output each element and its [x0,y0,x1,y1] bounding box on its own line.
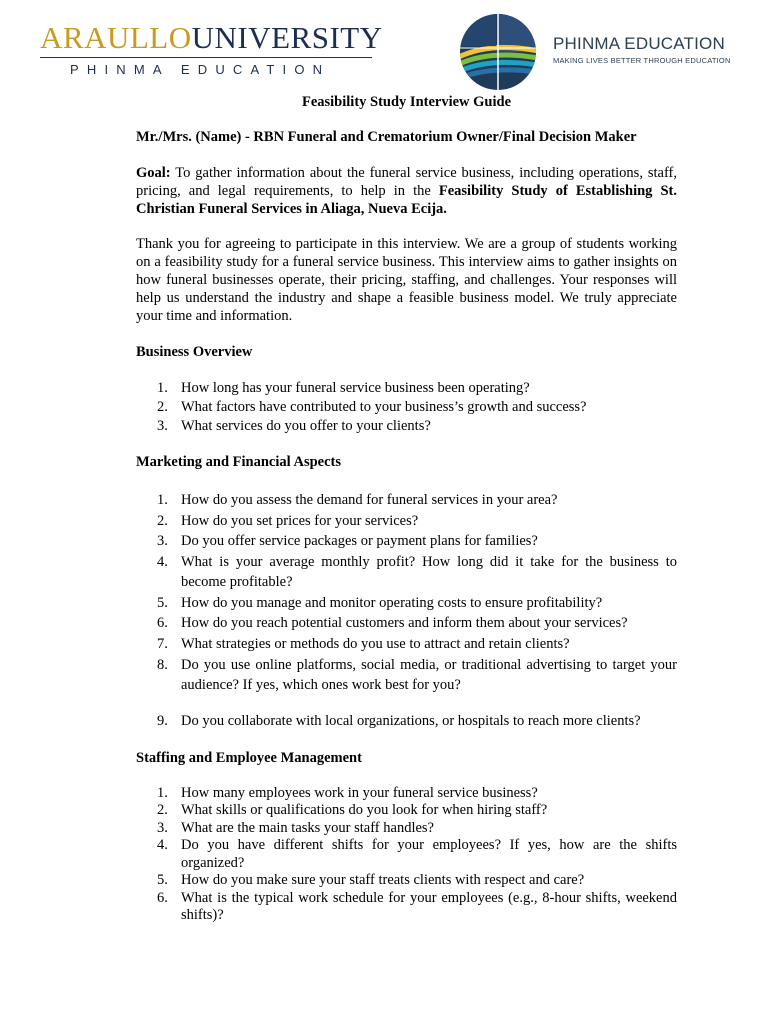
phinma-wordmark [553,34,731,65]
list-item: 7. What strategies or methods do you use to attract and retain clients? [157,636,570,653]
question-text: Do you use online platforms, social media, or traditional advertising to target your audience? If yes, which ones work best for you? [181,656,677,693]
phinma-education-logo [458,12,738,92]
phinma-tagline: MAKING LIVES BETTER THROUGH EDUCATION [553,56,731,65]
question-text: What is your average monthly profit? How long did it take for the business to become profitable? [181,554,677,591]
list-item: 5. How do you manage and monitor operating costs to ensure profitability? [157,594,603,611]
list-item: 3. What are the main tasks your staff handles? [157,819,434,836]
phinma-title: PHINMA EDUCATION [553,34,725,53]
question-text: Do you collaborate with local organizations, or hospitals to reach more clients? [181,712,641,729]
business-overview-questions [136,379,677,435]
list-item: 1. How many employees work in your funeral service business? [157,784,538,801]
araullo-university-wordmark [40,20,383,55]
list-item: 1. How do you assess the demand for funeral services in your area? [157,492,558,508]
araullo-university-logo [40,20,383,77]
intro-paragraph: Thank you for agreeing to participate in this interview. We are a group of students working on a feasibility study for a funeral service business. This interview aims to gather insights on how funeral businesses operate, their pricing, staffing, and challenges. Your responses will help us understand the industry and shape a feasible business model. We truly appreciate your time and information. [136,236,677,324]
list-item: 6. What is the typical work schedule for your employees (e.g., 8-hour shifts, weekend shifts)? [157,889,677,924]
logo-subtitle: PHINMA EDUCATION [70,62,331,77]
goal-label: Goal: [136,165,171,181]
list-item: 1. How long has your funeral service business been operating? [157,380,530,396]
goal-bold-text: Feasibility Study of Establishing St. Christian Funeral Services in Aliaga, Nueva Ecija. [136,183,677,217]
question-text: Do you offer service packages or payment plans for families? [181,533,538,550]
question-text: What are the main tasks your staff handles? [181,819,434,836]
question-text: How long has your funeral service business been operating? [181,380,530,396]
question-text: Do you have different shifts for your employees? If yes, how are the shifts organized? [181,837,677,871]
list-item: 2. What factors have contributed to your business’s growth and success? [157,399,587,415]
question-text: What services do you offer to your clients? [181,418,431,434]
question-text: How do you make sure your staff treats clients with respect and care? [181,872,585,889]
list-item: 3. Do you offer service packages or payment plans for families? [157,533,538,550]
document-title: Feasibility Study Interview Guide [301,94,512,110]
question-text: What strategies or methods do you use to attract and retain clients? [181,636,570,653]
list-item: 5. How do you make sure your staff treats clients with respect and care? [157,872,585,889]
list-item: 2. How do you set prices for your services? [157,512,419,529]
phinma-emblem-icon [458,12,538,92]
list-item: 2. What skills or qualifications do you look for when hiring staff? [157,802,548,819]
question-text: How do you manage and monitor operating costs to ensure profitability? [181,594,603,611]
section-heading-marketing-financial: Marketing and Financial Aspects [136,454,342,470]
logo-divider [40,57,372,58]
document-body [136,93,677,925]
question-text: How many employees work in your funeral service business? [181,784,538,801]
list-item: 9. Do you collaborate with local organizations, or hospitals to reach more clients? [157,712,641,729]
section-heading-business-overview: Business Overview [136,344,253,360]
list-item: 3. What services do you offer to your clients? [157,418,431,434]
list-item: 6. How do you reach potential customers and inform them about your services? [157,615,628,632]
goal-text: To gather information about the funeral service business, including operations, staff, pricing, and legal requirements, to help in the [136,165,677,199]
question-text: What skills or qualifications do you look for when hiring staff? [181,802,548,819]
document-subtitle: Mr./Mrs. (Name) - RBN Funeral and Crematorium Owner/Final Decision Maker [136,129,637,145]
list-item: 4. Do you have different shifts for your employees? If yes, how are the shifts organized? [157,837,677,871]
logo-name-part2: UNIVERSITY [191,20,383,55]
question-text: What is the typical work schedule for your employees (e.g., 8-hour shifts, weekend shifts)? [181,889,677,924]
question-text: What factors have contributed to your business’s growth and success? [181,399,587,415]
goal-paragraph [136,164,677,218]
marketing-financial-questions [136,490,677,731]
list-item: 8. Do you use online platforms, social media, or traditional advertising to target your audience? If yes, which ones work best for you? [157,656,677,693]
question-text: How do you assess the demand for funeral services in your area? [181,492,558,508]
logo-name-part1: ARAULLO [40,20,192,55]
question-text: How do you reach potential customers and inform them about your services? [181,615,628,632]
list-item: 4. What is your average monthly profit? How long did it take for the business to become profitable? [157,554,677,591]
page-header [0,0,768,95]
section-heading-staffing: Staffing and Employee Management [136,749,362,766]
staffing-questions [136,785,677,925]
question-text: How do you set prices for your services? [181,512,419,529]
